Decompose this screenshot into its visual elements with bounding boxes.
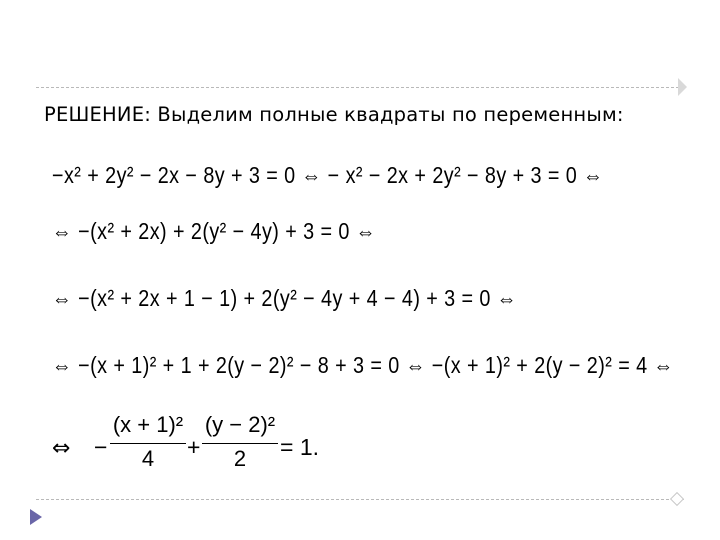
bottom-divider — [36, 499, 684, 500]
fraction-x-denominator: 4 — [141, 446, 155, 471]
plus-sign: + — [187, 434, 201, 460]
solution-heading: РЕШЕНИЕ: Выделим полные квадраты по переменным: — [44, 103, 624, 126]
top-divider-notch — [678, 78, 687, 96]
fraction-y — [202, 403, 278, 474]
minus-sign: − — [94, 434, 108, 460]
equation-rhs: = 1. — [280, 434, 320, 460]
fraction-x-numerator: (x + 1)² — [112, 412, 184, 437]
equation-line-1: −x² + 2y² − 2x − 8y + 3 = 0 ⇔ − x² − 2x + 2y² − 8y + 3 = 0 ⇔ — [52, 162, 604, 188]
equation-line-3: ⇔ −(x² + 2x + 1 − 1) + 2(y² − 4y + 4 − 4) + 3 = 0 ⇔ — [52, 285, 518, 311]
slide-bullet-icon — [30, 509, 42, 525]
fraction-y-numerator: (y − 2)² — [204, 412, 276, 437]
fraction-y-denominator: 2 — [233, 446, 247, 471]
top-divider — [36, 87, 684, 88]
bottom-divider-notch — [670, 492, 684, 506]
equivalence-arrow: ⇔ — [52, 436, 71, 461]
fraction-x — [110, 403, 186, 474]
equation-line-4: ⇔ −(x + 1)² + 1 + 2(y − 2)² − 8 + 3 = 0 ⇔ −(x + 1)² + 2(y − 2)² = 4 ⇔ — [52, 352, 674, 378]
equation-line-2: ⇔ −(x² + 2x) + 2(y² − 4y) + 3 = 0 ⇔ — [52, 218, 376, 244]
